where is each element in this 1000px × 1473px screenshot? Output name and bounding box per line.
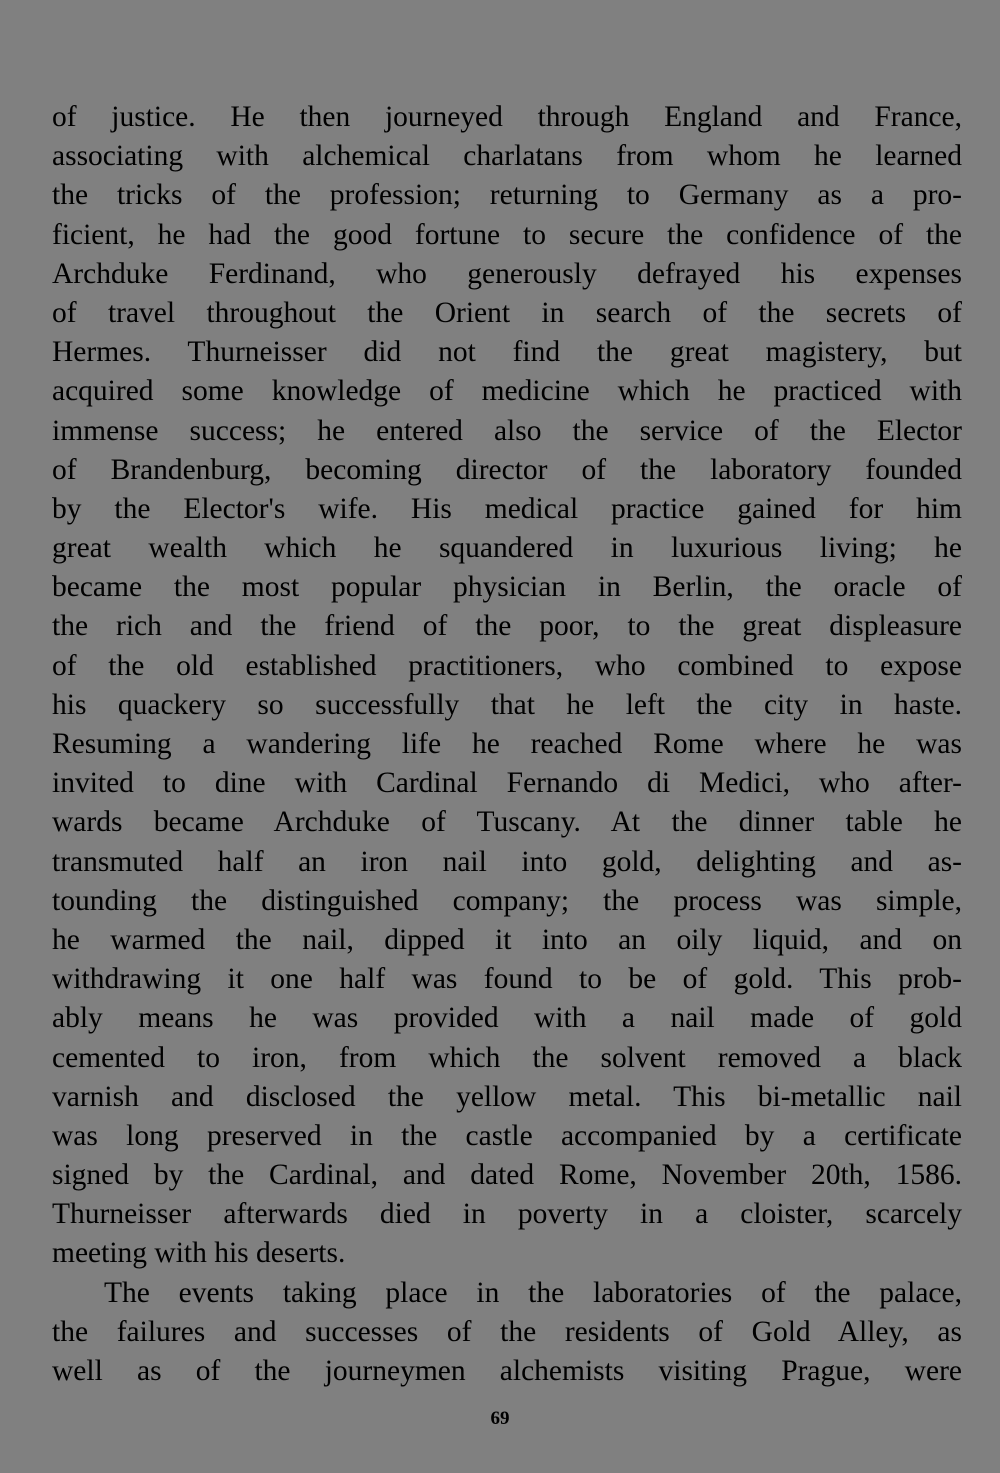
text-line: cemented to iron, from which the solvent removed a black bbox=[52, 1041, 962, 1074]
text-line: by the Elector's wife. His medical practice gained for him bbox=[52, 492, 962, 525]
text-line: his quackery so successfully that he left the city in haste. bbox=[52, 688, 962, 721]
text-line: the rich and the friend of the poor, to the great displeasure bbox=[52, 610, 962, 643]
text-line: acquired some knowledge of medicine which he practiced with bbox=[52, 375, 962, 408]
text-line: the failures and successes of the residents of Gold Alley, as bbox=[52, 1315, 962, 1348]
text-line: associating with alchemical charlatans from whom he learned bbox=[52, 140, 962, 173]
text-line: became the most popular physician in Berlin, the oracle of bbox=[52, 571, 962, 604]
text-line: he warmed the nail, dipped it into an oily liquid, and on bbox=[52, 923, 962, 956]
text-line: wards became Archduke of Tuscany. At the dinner table he bbox=[52, 806, 962, 839]
text-line: The events taking place in the laboratories of the palace, bbox=[104, 1276, 962, 1309]
text-line: Resuming a wandering life he reached Rome where he was bbox=[52, 728, 962, 760]
text-line: the tricks of the profession; returning to Germany as a pro- bbox=[52, 179, 962, 212]
text-line: of Brandenburg, becoming director of the laboratory founded bbox=[52, 453, 962, 486]
text-line: of the old established practitioners, who combined to expose bbox=[52, 649, 962, 682]
text-line: was long preserved in the castle accompanied by a certificate bbox=[52, 1119, 962, 1152]
text-line: invited to dine with Cardinal Fernando di Medici, who after- bbox=[52, 767, 962, 800]
text-line: ably means he was provided with a nail made of gold bbox=[52, 1002, 962, 1035]
text-line: great wealth which he squandered in luxurious living; he bbox=[52, 532, 962, 565]
page-number: 69 bbox=[490, 1408, 510, 1429]
body-text bbox=[52, 98, 962, 1391]
text-line: Archduke Ferdinand, who generously defrayed his expenses bbox=[52, 257, 962, 290]
text-line: transmuted half an iron nail into gold, delighting and as- bbox=[52, 845, 962, 878]
text-line: meeting with his deserts. bbox=[52, 1237, 346, 1270]
text-line: immense success; he entered also the service of the Elector bbox=[52, 414, 962, 447]
text-line: of justice. He then journeyed through England and France, bbox=[52, 101, 962, 133]
text-line: Thurneisser afterwards died in poverty in a cloister, scarcely bbox=[52, 1198, 962, 1231]
text-line: well as of the journeymen alchemists visiting Prague, were bbox=[52, 1355, 962, 1387]
text-line: withdrawing it one half was found to be of gold. This prob- bbox=[52, 963, 962, 996]
text-line: signed by the Cardinal, and dated Rome, November 20th, 1586. bbox=[52, 1159, 962, 1192]
text-line: Hermes. Thurneisser did not find the great magistery, but bbox=[52, 336, 962, 369]
text-line: varnish and disclosed the yellow metal. This bi-metallic nail bbox=[52, 1080, 962, 1113]
text-line: of travel throughout the Orient in search of the secrets of bbox=[52, 296, 962, 329]
text-line: tounding the distinguished company; the process was simple, bbox=[52, 884, 962, 917]
text-line: ficient, he had the good fortune to secure the confidence of the bbox=[52, 218, 962, 251]
